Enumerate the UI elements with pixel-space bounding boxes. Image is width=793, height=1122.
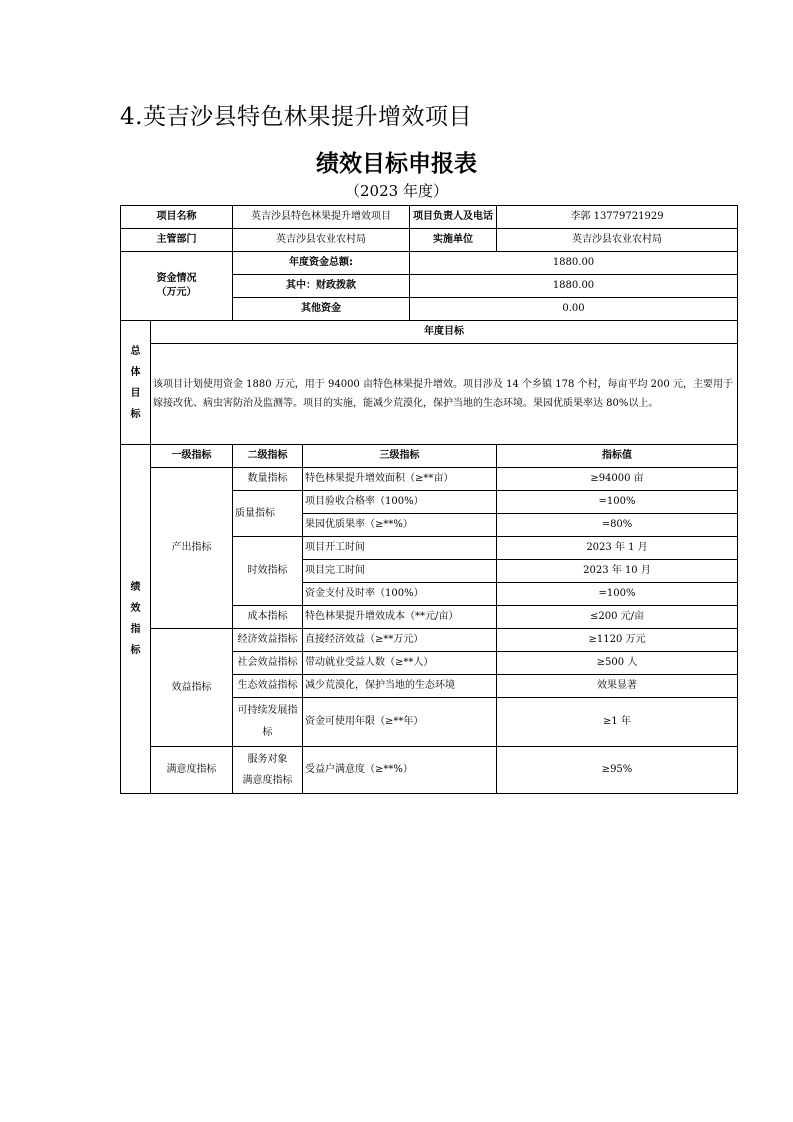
project-name-value: 英吉沙县特色林果提升增效项目 bbox=[233, 206, 410, 229]
indicator-name: 项目验收合格率（100%） bbox=[303, 491, 497, 514]
indicator-value: 效果显著 bbox=[497, 675, 738, 698]
level2-ecological: 生态效益指标 bbox=[233, 675, 303, 698]
performance-goal-table bbox=[120, 205, 738, 794]
funds-total-row bbox=[121, 252, 738, 275]
indicator-header-row bbox=[121, 445, 738, 468]
project-name-label: 项目名称 bbox=[121, 206, 233, 229]
indicator-name: 带动就业受益人数（≥**人） bbox=[303, 652, 497, 675]
impl-label: 实施单位 bbox=[410, 229, 497, 252]
level2-timeliness: 时效指标 bbox=[233, 537, 303, 606]
funds-other-value: 0.00 bbox=[410, 298, 738, 321]
level2-economic: 经济效益指标 bbox=[233, 629, 303, 652]
indicator-value: ≥94000 亩 bbox=[497, 468, 738, 491]
page-title: 绩效目标申报表 bbox=[316, 151, 477, 177]
annual-goal-header-row bbox=[121, 321, 738, 344]
level2-service: 服务对象 满意度指标 bbox=[233, 747, 303, 794]
indicator-name: 受益户满意度（≥**%） bbox=[303, 747, 497, 794]
level2-quality: 质量指标 bbox=[233, 491, 303, 537]
level2-quantity: 数量指标 bbox=[233, 468, 303, 491]
level1-benefit: 效益指标 bbox=[151, 629, 233, 747]
indicator-name: 资金可使用年限（≥**年） bbox=[303, 698, 497, 747]
funds-total-value: 1880.00 bbox=[410, 252, 738, 275]
dept-label: 主管部门 bbox=[121, 229, 233, 252]
indicator-value: ≥1120 万元 bbox=[497, 629, 738, 652]
col-header-level2: 二级指标 bbox=[233, 445, 303, 468]
funds-other-label: 其他资金 bbox=[233, 298, 410, 321]
table-row bbox=[121, 747, 738, 794]
funds-fiscal-value: 1880.00 bbox=[410, 275, 738, 298]
indicator-name: 直接经济效益（≥**万元） bbox=[303, 629, 497, 652]
table-row bbox=[121, 629, 738, 652]
funds-label-line1: 资金情况 bbox=[156, 273, 197, 284]
indicator-value: ≥500 人 bbox=[497, 652, 738, 675]
project-heading: 4.英吉沙县特色林果提升增效项目 bbox=[120, 104, 472, 130]
department-row bbox=[121, 229, 738, 252]
indicator-name: 项目开工时间 bbox=[303, 537, 497, 560]
overall-goal-label: 总 体 目 标 bbox=[121, 321, 151, 445]
level2-social: 社会效益指标 bbox=[233, 652, 303, 675]
year-label: （2023 年度） bbox=[345, 182, 448, 200]
level1-satisfaction: 满意度指标 bbox=[151, 747, 233, 794]
indicator-value: ≥95% bbox=[497, 747, 738, 794]
level1-output: 产出指标 bbox=[151, 468, 233, 629]
indicator-value: =100% bbox=[497, 583, 738, 606]
col-header-level3: 三级指标 bbox=[303, 445, 497, 468]
indicator-name: 减少荒漠化，保护当地的生态环境 bbox=[303, 675, 497, 698]
indicators-label: 绩 效 指 标 bbox=[121, 445, 151, 794]
contact-value: 李郭 13779721929 bbox=[497, 206, 738, 229]
col-header-level1: 一级指标 bbox=[151, 445, 233, 468]
annual-goal-text: 该项目计划使用资金 1880 万元，用于 94000 亩特色林果提升增效。项目涉及 14 个乡镇 178 个村，每亩平均 200 元，主要用于嫁接改优、病虫害防治及监测等。项目的实施，能减少荒漠化，保护当地的生态环境。果园优质果率达 80%以上。 bbox=[151, 344, 738, 445]
indicator-name: 项目完工时间 bbox=[303, 560, 497, 583]
indicator-name: 特色林果提升增效成本（**元/亩） bbox=[303, 606, 497, 629]
dept-value: 英吉沙县农业农村局 bbox=[233, 229, 410, 252]
indicator-name: 资金支付及时率（100%） bbox=[303, 583, 497, 606]
table-row bbox=[121, 468, 738, 491]
funds-label-line2: （万元） bbox=[156, 287, 197, 298]
funds-fiscal-label: 其中：财政拨款 bbox=[233, 275, 410, 298]
impl-value: 英吉沙县农业农村局 bbox=[497, 229, 738, 252]
indicator-value: 2023 年 10 月 bbox=[497, 560, 738, 583]
indicator-value: 2023 年 1 月 bbox=[497, 537, 738, 560]
indicator-name: 果园优质果率（≥**%） bbox=[303, 514, 497, 537]
annual-goal-label: 年度目标 bbox=[151, 321, 738, 344]
indicator-name: 特色林果提升增效面积（≥**亩） bbox=[303, 468, 497, 491]
level2-sustainable: 可持续发展指 标 bbox=[233, 698, 303, 747]
indicator-value: =100% bbox=[497, 491, 738, 514]
contact-label: 项目负责人及电话 bbox=[410, 206, 497, 229]
indicator-value: =80% bbox=[497, 514, 738, 537]
indicator-value: ≤200 元/亩 bbox=[497, 606, 738, 629]
annual-goal-row bbox=[121, 344, 738, 445]
funds-total-label: 年度资金总额: bbox=[233, 252, 410, 275]
project-name-row bbox=[121, 206, 738, 229]
col-header-value: 指标值 bbox=[497, 445, 738, 468]
level2-cost: 成本指标 bbox=[233, 606, 303, 629]
indicator-value: ≥1 年 bbox=[497, 698, 738, 747]
funds-label bbox=[121, 252, 233, 321]
